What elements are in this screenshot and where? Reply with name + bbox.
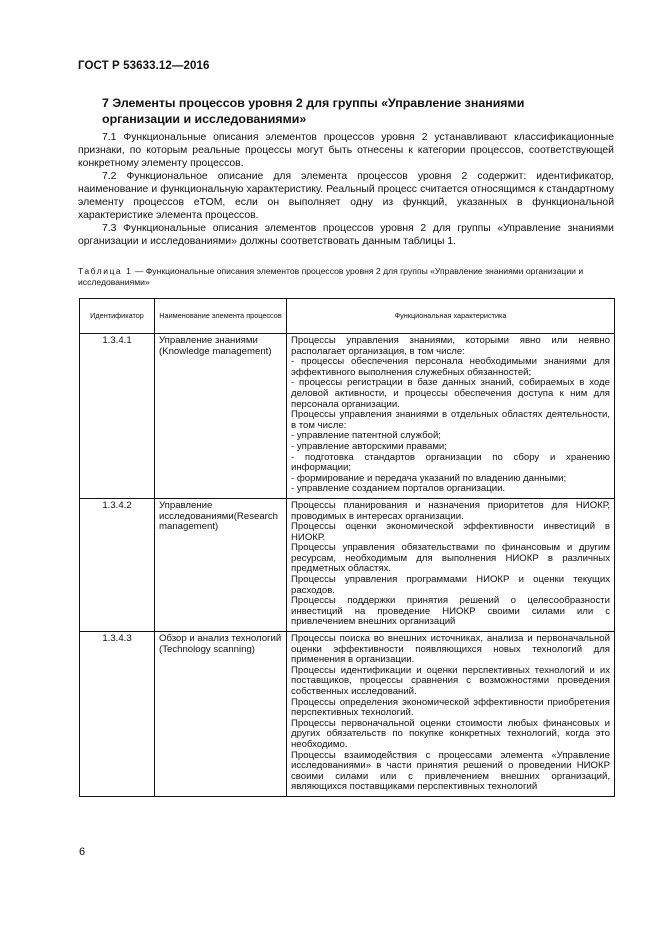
row-functional-characteristic [287, 334, 615, 499]
document-code: ГОСТ Р 53633.12—2016 [78, 60, 210, 72]
header-identifier: Идентификатор [80, 299, 155, 334]
row-identifier: 1.3.4.2 [80, 498, 155, 631]
description-line: - управление созданием порталов организации. [291, 483, 506, 495]
table-caption-label: Таблица 1 [78, 266, 133, 276]
paragraph-7-3: 7.3 Функциональные описания элементов процессов уровня 2 для группы «Управление знаниями организации и исследованиями» должны соответствовать данным таблицы 1. [78, 223, 614, 247]
description-line: Процессы поиска во внешних источниках, анализа и первоначальной оценки эффективности появляющихся новых технологий для применения в организации. [291, 633, 610, 666]
description-line: - формирование и передача указаний по владению данными; [291, 472, 567, 484]
description-line: Процессы управления знаниями, которыми явно или неявно располагает организация, в том числе: [291, 335, 610, 357]
section-title: 7 Элементы процессов уровня 2 для группы «Управление знаниями организации и исследованиями» [102, 96, 525, 126]
row-identifier: 1.3.4.1 [80, 334, 155, 499]
paragraph-7-1: 7.1 Функциональные описания элементов процессов уровня 2 устанавливают классификационные признаки, по которым реальные процессы могут быть отнесены к категории процессов, соответствующей конкретному элементу процессов. [78, 132, 614, 169]
description-line: Процессы идентификации и оценки перспективных технологий и их поставщиков, процессы сравнения с возможностями проведения собственных исследований. [291, 664, 610, 697]
intro-text [78, 131, 614, 248]
table-header-row [80, 299, 615, 334]
row-functional-characteristic [287, 498, 615, 631]
header-element-name: Наименование элемента процессов [155, 299, 287, 334]
row-element-name: Управление исследованиями(Research management) [155, 498, 287, 631]
table-row [80, 632, 615, 797]
description-line: Процессы управления программами НИОКР и оценки текущих расходов. [291, 574, 610, 596]
description-line: Процессы первоначальной оценки стоимости любых финансовых и других обязательств по покупке конкретных технологий, когда это необходимо. [291, 717, 610, 750]
row-functional-characteristic [287, 632, 615, 797]
description-line: - процессы регистрации в базе данных знаний, собираемых в ходе деловой активности, и процессы обеспечения доступа к ним для персонала организации. [291, 377, 610, 410]
description-line: Процессы планирования и назначения приоритетов для НИОКР, проводимых в интересах организации. [291, 499, 610, 522]
row-element-name: Обзор и анализ технологий (Technology scanning) [155, 632, 287, 797]
table-row [80, 498, 615, 631]
description-line: Процессы управления знаниями в отдельных областях деятельности, в том числе: [291, 409, 610, 431]
table-row [80, 334, 615, 499]
description-line: Процессы оценки экономической эффективности инвестиций в НИОКР. [291, 521, 610, 543]
description-line: - подготовка стандартов организации по сбору и хранению информации; [291, 451, 610, 474]
row-identifier: 1.3.4.3 [80, 632, 155, 797]
table-caption-text: — Функциональные описания элементов процессов уровня 2 для группы «Управление знаниями организации и исследованиями» [78, 266, 584, 287]
paragraph-7-2: 7.2 Функциональное описание для элемента процессов уровня 2 содержит: идентификатор, наименование и функциональную характеристику. Реальный процесс считается относящимся к стандартному элементу процессов eTOM, если он выполняет одну из функций, указанных в функциональной характеристике элемента процессов. [78, 171, 614, 221]
description-line: - процессы обеспечения персонала необходимыми знаниями для эффективного выполнения служебных обязанностей; [291, 356, 610, 378]
header-functional-characteristic: Функциональная характеристика [287, 299, 615, 334]
functional-descriptions-table [79, 298, 615, 797]
description-line: Процессы определения экономической эффективности приобретения перспективных технологий. [291, 696, 610, 719]
description-line: Процессы управления обязательствами по финансовым и другим ресурсам, необходимым для выполнения НИОКР в различных предметных областях. [291, 542, 610, 575]
table-caption [78, 266, 618, 288]
description-line: Процессы поддержки принятия решений о целесообразности инвестиций на проведение НИОКР своими силами или с привлечением внешних организаций [291, 595, 610, 628]
page-number: 6 [79, 846, 86, 858]
row-element-name: Управление знаниями (Knowledge management) [155, 334, 287, 499]
description-line: - управление авторскими правами; [291, 440, 447, 452]
description-line: Процессы взаимодействия с процессами элемента «Управление исследованиями» в части принятия решений о проведении НИОКР своими силами или с привлечением внешних организаций, являющихся поставщиками перспективных технологий [291, 749, 610, 793]
description-line: - управление патентной службой; [291, 430, 441, 442]
